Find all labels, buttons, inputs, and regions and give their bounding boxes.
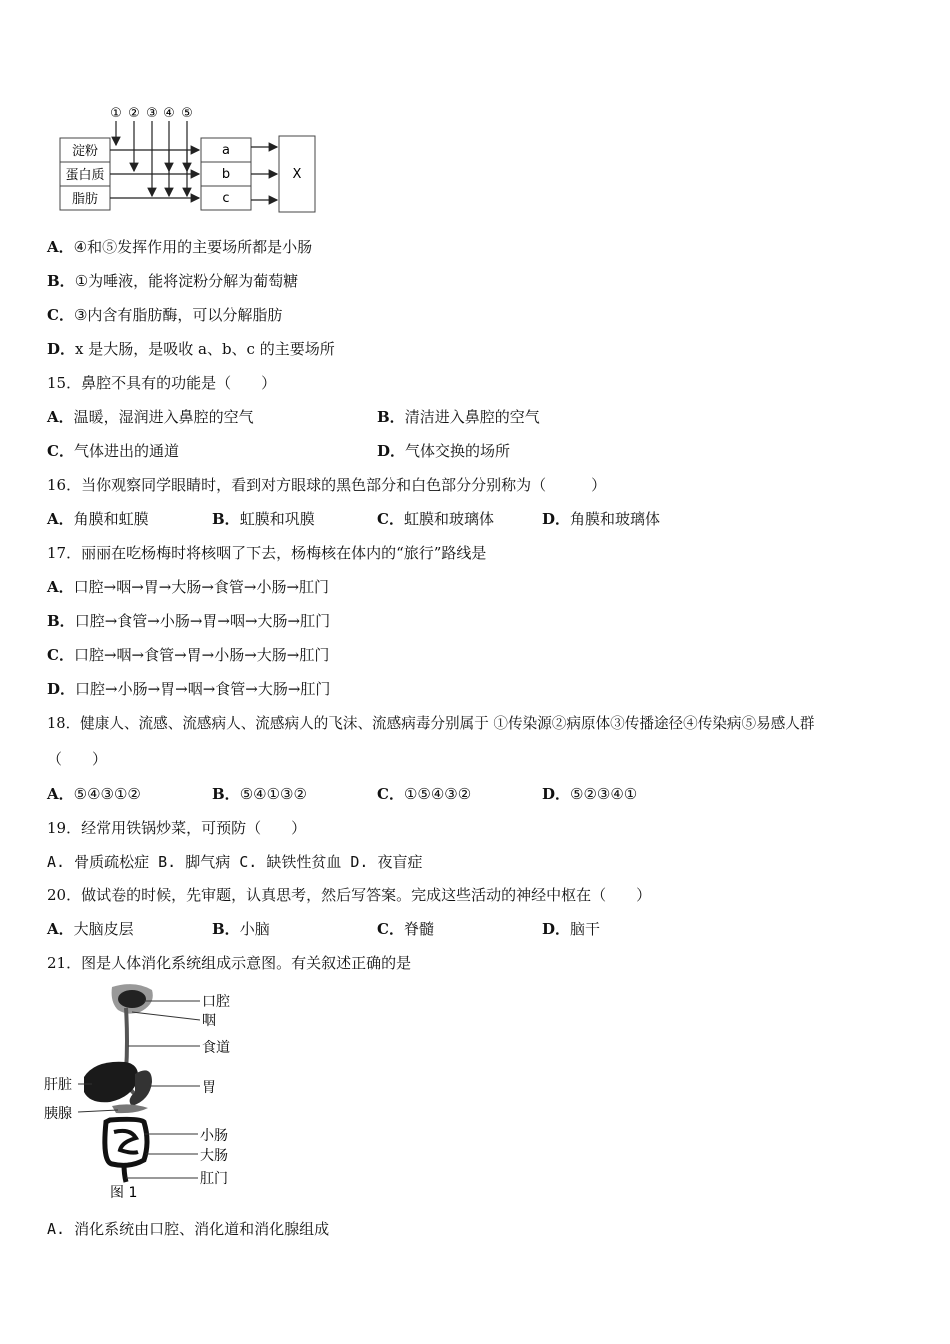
q14-option-d[interactable]: D．x 是大肠，是吸收 a、b、c 的主要场所	[47, 340, 335, 358]
q20-option-a[interactable]: A．大脑皮层	[47, 920, 134, 938]
q18-stem-bracket: （ ）	[47, 750, 108, 768]
q18-option-a[interactable]: A．⑤④③①②	[47, 785, 141, 803]
arrow-label-5: ⑤	[181, 106, 193, 121]
q16-stem: 16．当你观察同学眼睛时，看到对方眼球的黑色部分和白色部分分别称为（ ）	[47, 476, 607, 494]
q15-option-c[interactable]: C．气体进出的通道	[47, 442, 179, 460]
row-label-fat: 脂肪	[71, 192, 99, 207]
label-small-intestine: 小肠	[200, 1128, 228, 1144]
q15-option-b[interactable]: B．清洁进入鼻腔的空气	[377, 408, 540, 426]
q21-option-a[interactable]: A. 消化系统由口腔、消化道和消化腺组成	[47, 1220, 330, 1238]
q16-option-b[interactable]: B．虹膜和巩膜	[212, 510, 315, 528]
q17-option-c[interactable]: C．口腔→咽→食管→胃→小肠→大肠→肛门	[47, 646, 330, 664]
label-stomach: 胃	[202, 1080, 216, 1096]
figure-caption: 图 1	[110, 1185, 138, 1201]
digestive-system-figure	[40, 982, 260, 1207]
q17-option-b[interactable]: B．口腔→食管→小肠→胃→咽→大肠→肛门	[47, 612, 331, 630]
digestion-flow-diagram	[55, 100, 325, 215]
q21-stem: 21．图是人体消化系统组成示意图。有关叙述正确的是	[47, 954, 412, 972]
product-c: c	[222, 191, 230, 206]
label-anus: 肛门	[200, 1171, 228, 1187]
arrow-label-1: ①	[110, 106, 122, 121]
row-label-starch: 淀粉	[71, 144, 99, 159]
q18-option-c[interactable]: C．①⑤④③②	[377, 785, 472, 803]
label-mouth: 口腔	[202, 994, 230, 1010]
q14-option-c[interactable]: C．③内含有脂肪酶，可以分解脂肪	[47, 306, 283, 324]
q17-option-a[interactable]: A．口腔→咽→胃→大肠→食管→小肠→肛门	[47, 578, 330, 596]
label-pancreas: 胰腺	[44, 1106, 72, 1122]
label-pharynx: 咽	[202, 1013, 216, 1029]
arrow-label-4: ④	[163, 106, 175, 121]
q15-stem: 15．鼻腔不具有的功能是（ ）	[47, 374, 277, 392]
product-a: a	[222, 143, 230, 158]
q18-option-b[interactable]: B．⑤④①③②	[212, 785, 307, 803]
arrow-label-2: ②	[128, 106, 140, 121]
q16-option-a[interactable]: A．角膜和虹膜	[47, 510, 149, 528]
row-label-protein: 蛋白质	[65, 168, 105, 183]
q16-option-c[interactable]: C．虹膜和玻璃体	[377, 510, 494, 528]
target-x: X	[292, 167, 302, 182]
q20-stem: 20．做试卷的时候，先审题，认真思考，然后写答案。完成这些活动的神经中枢在（ ）	[47, 886, 652, 904]
q14-option-a[interactable]: A．④和⑤发挥作用的主要场所都是小肠	[47, 238, 313, 256]
q18-option-d[interactable]: D．⑤②③④①	[542, 785, 638, 803]
q17-stem: 17．丽丽在吃杨梅时将核咽了下去，杨梅核在体内的“旅行”路线是	[47, 544, 487, 562]
arrow-label-3: ③	[146, 106, 158, 121]
q15-option-a[interactable]: A．温暖，湿润进入鼻腔的空气	[47, 408, 254, 426]
q18-stem: 18．健康人、流感、流感病人、流感病人的飞沫、流感病毒分别属于 ①传染源②病原体③传播途径④传染病⑤易感人群	[47, 715, 815, 732]
q20-option-b[interactable]: B．小脑	[212, 920, 270, 938]
label-liver: 肝脏	[44, 1077, 72, 1093]
q19-options[interactable]: A. 骨质疏松症 B. 脚气病 C. 缺铁性贫血 D. 夜盲症	[47, 853, 423, 871]
q20-option-c[interactable]: C．脊髓	[377, 920, 434, 938]
q14-option-b[interactable]: B．①为唾液，能将淀粉分解为葡萄糖	[47, 272, 299, 290]
q16-option-d[interactable]: D．角膜和玻璃体	[542, 510, 661, 528]
label-large-intestine: 大肠	[200, 1148, 228, 1164]
q15-option-d[interactable]: D．气体交换的场所	[377, 442, 511, 460]
q19-stem: 19．经常用铁锅炒菜，可预防（ ）	[47, 819, 307, 837]
q20-option-d[interactable]: D．脑干	[542, 920, 601, 938]
product-b: b	[221, 167, 231, 182]
q17-option-d[interactable]: D．口腔→小肠→胃→咽→食管→大肠→肛门	[47, 680, 331, 698]
label-esophagus: 食道	[202, 1040, 230, 1056]
